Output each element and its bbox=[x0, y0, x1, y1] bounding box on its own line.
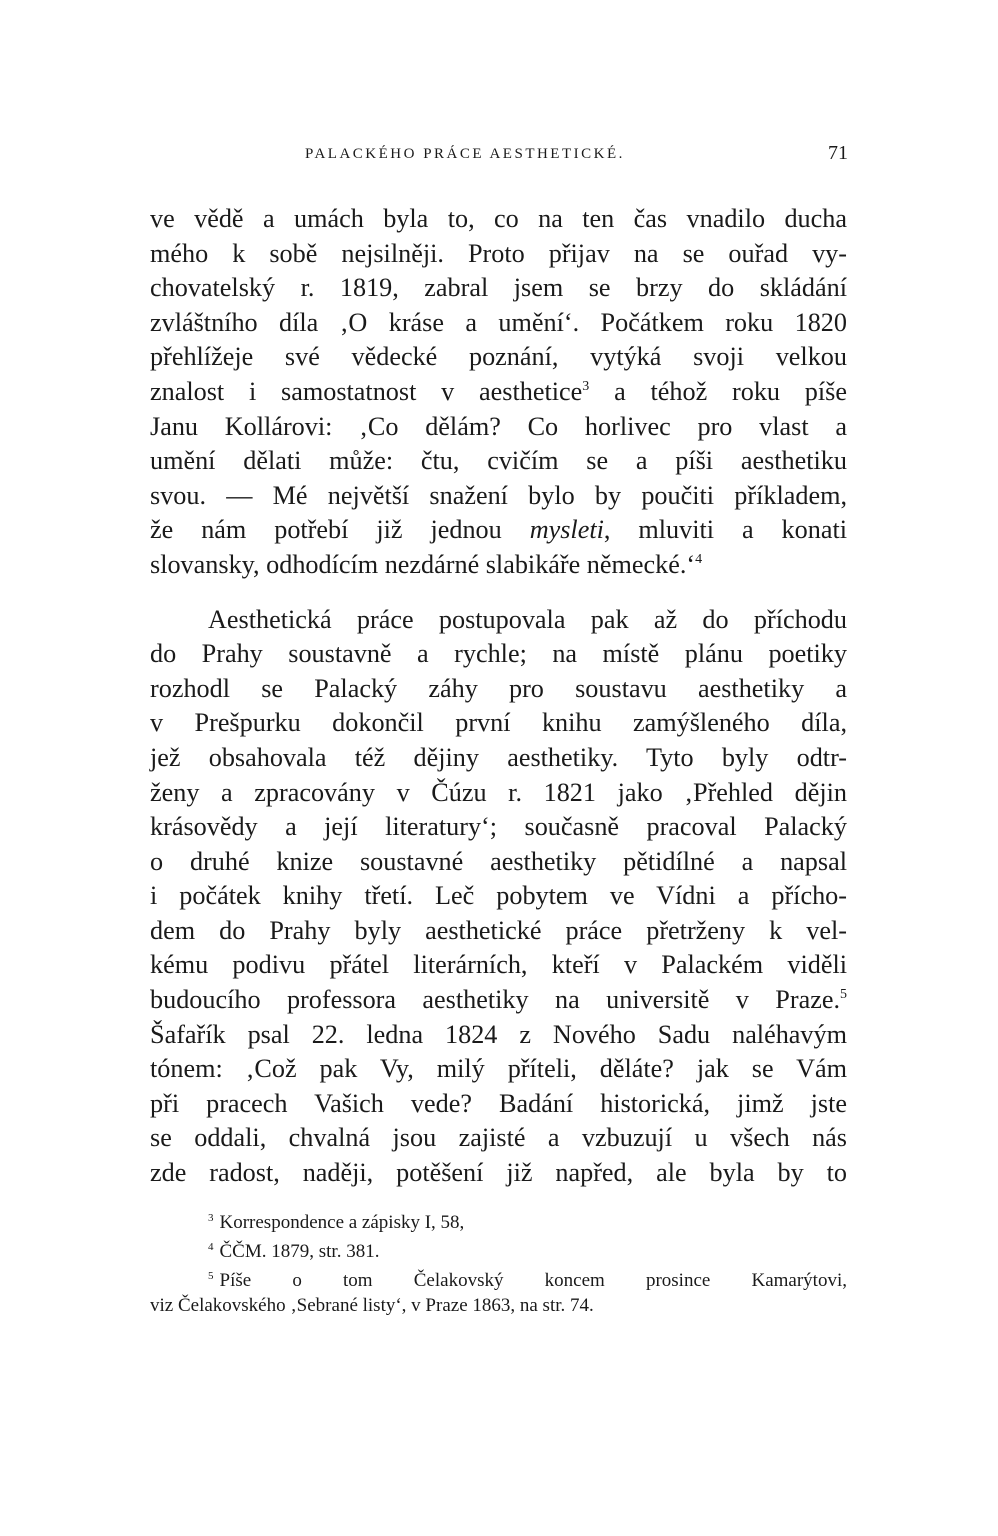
text-line: dem do Prahy byly aesthetické práce přetrženy k vel- bbox=[150, 915, 847, 945]
text-line: Aesthetická práce postupovala pak až do příchodu bbox=[208, 604, 847, 634]
text-segment: a téhož roku píše bbox=[589, 376, 847, 406]
text-line: zde radost, naději, potěšení již napřed, ale byla by to bbox=[150, 1158, 847, 1188]
text-line: přehlížeje své vědecké poznání, vytýká svoji velkou bbox=[150, 342, 847, 372]
text-line: ve vědě a umách byla to, co na ten čas vnadilo ducha bbox=[150, 204, 847, 233]
footnote-number: 3 bbox=[208, 1212, 214, 1224]
text-segment: budoucího professora aesthetiky na universitě v Praze. bbox=[150, 985, 840, 1015]
text-line: zvláštního díla ‚O kráse a umění‘. Počátkem roku 1820 bbox=[150, 307, 847, 337]
text-line: při pracech Vašich vede? Badání historická, jimž jste bbox=[150, 1088, 847, 1118]
running-title: PALACKÉHO PRÁCE AESTHETICKÉ. bbox=[305, 146, 625, 162]
footnote-text: Korrespondence a zápisky I, 58, bbox=[219, 1212, 465, 1233]
text-segment: slovansky, odhodícím nezdárné slabikáře německé.‘ bbox=[150, 549, 696, 579]
footnote-continuation: viz Čelakovského ‚Sebrané listy‘, v Praze 1863, na str. 74. bbox=[150, 1295, 594, 1316]
footnote-number: 4 bbox=[208, 1241, 214, 1253]
text-line bbox=[150, 548, 847, 583]
footnote bbox=[150, 1204, 847, 1233]
text-line: tónem: ‚Což pak Vy, milý příteli, děláte? jak se Vám bbox=[150, 1054, 847, 1084]
text-line: o druhé knize soustavné aesthetiky pětidílné a napsal bbox=[150, 846, 847, 876]
footnote-ref: 5 bbox=[840, 987, 847, 1003]
footnote-number: 5 bbox=[208, 1270, 214, 1282]
footnote-text: Píše o tom Čelakovský koncem prosince Kamarýtovi, bbox=[219, 1270, 847, 1291]
text-line bbox=[150, 983, 847, 1018]
text-line: kému podivu přátel literárních, kteří v Palackém viděli bbox=[150, 950, 847, 980]
text-line: krásovědy a její literatury‘; současně pracoval Palacký bbox=[150, 812, 847, 842]
text-line: ženy a zpracovány v Čúzu r. 1821 jako ‚Přehled dějin bbox=[150, 777, 847, 807]
emphasis: mysleti bbox=[529, 515, 604, 545]
text-segment: , mluviti a konati bbox=[603, 515, 847, 545]
text-segment: že nám potřebí již jednou bbox=[150, 515, 502, 545]
text-line: svou. — Mé největší snažení bylo by poučiti příkladem, bbox=[150, 480, 847, 510]
text-line: se oddali, chvalná jsou zajisté a vzbuzují u všech nás bbox=[150, 1123, 847, 1153]
text-line: jež obsahovala též dějiny aesthetiky. Tyto byly odtr- bbox=[150, 742, 847, 772]
text-line: rozhodl se Palacký záhy pro soustavu aesthetiky a bbox=[150, 673, 847, 703]
text-line: Šafařík psal 22. ledna 1824 z Nového Sadu naléhavým bbox=[150, 1019, 847, 1049]
page-number: 71 bbox=[828, 142, 848, 164]
page-header bbox=[150, 142, 850, 172]
footnotes bbox=[150, 1204, 847, 1320]
footnote-ref: 3 bbox=[582, 378, 590, 394]
text-line: mého k sobě nejsilněji. Proto přijav na se ouřad vy- bbox=[150, 238, 847, 268]
text-line: chovatelský r. 1819, zabral jsem se brzy do skládání bbox=[150, 273, 847, 303]
paragraph-gap bbox=[150, 583, 847, 603]
text-line bbox=[150, 513, 847, 548]
text-segment: znalost i samostatnost v aesthetice bbox=[150, 376, 583, 406]
text-line: do Prahy soustavně a rychle; na místě plánu poetiky bbox=[150, 639, 847, 669]
body-text bbox=[150, 202, 847, 1191]
text-line: umění dělati může: čtu, cvičím se a píši aesthetiku bbox=[150, 446, 847, 476]
footnote bbox=[150, 1262, 847, 1291]
footnote-text: ČČM. 1879, str. 381. bbox=[219, 1241, 380, 1262]
footnote-ref: 4 bbox=[695, 551, 703, 567]
text-line: v Prešpurku dokončil první knihu zamýšleného díla, bbox=[150, 708, 847, 738]
text-line bbox=[150, 375, 847, 410]
text-line: i počátek knihy třetí. Leč pobytem ve Vídni a přícho- bbox=[150, 881, 847, 911]
footnote bbox=[150, 1233, 847, 1262]
text-line: Janu Kollárovi: ‚Co dělám? Co horlivec pro vlast a bbox=[150, 411, 847, 441]
